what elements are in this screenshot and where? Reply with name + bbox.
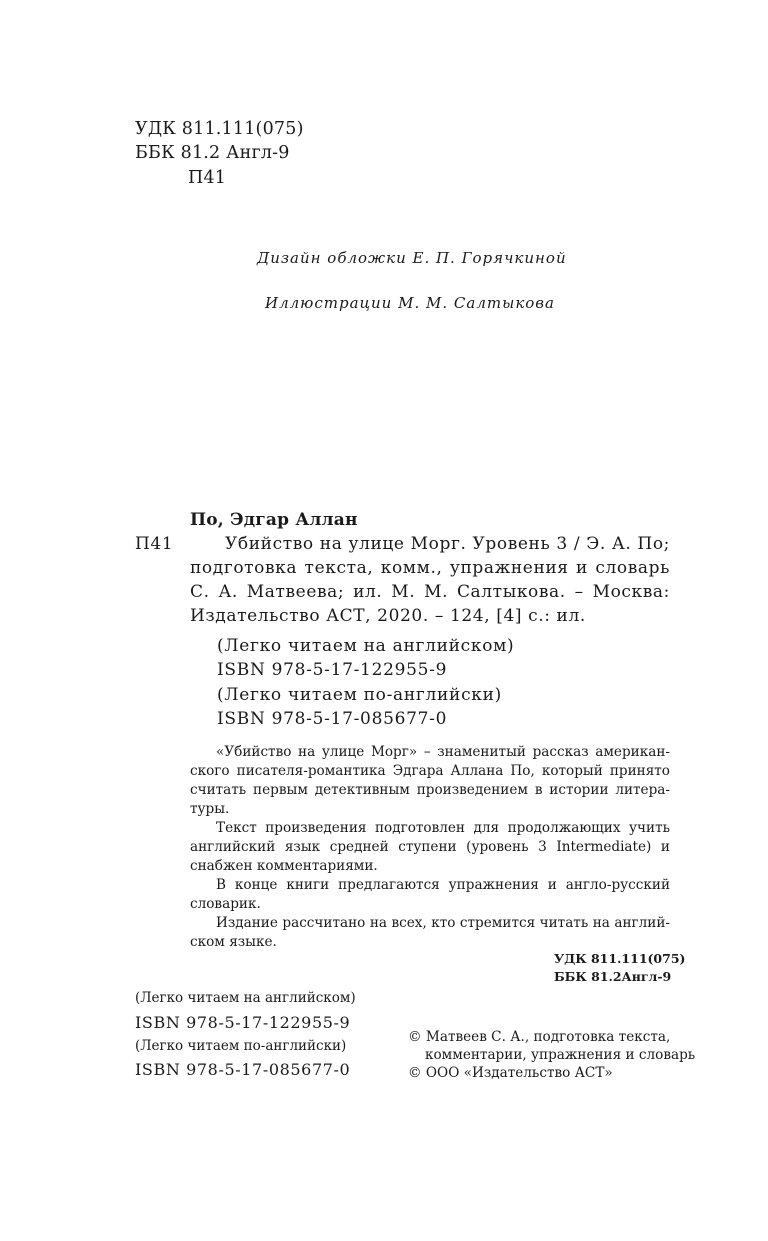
bib-description-line: Убийство на улице Морг. Уровень 3 / Э. А. По; xyxy=(225,534,670,554)
series-name: (Легко читаем по-английски) xyxy=(135,1038,347,1054)
annotation-line: ского писателя-романтика Эдгара Аллана По, который принято xyxy=(190,763,670,779)
udk-code: УДК 811.111(075) xyxy=(554,951,686,966)
series-name: (Легко читаем по-английски) xyxy=(217,685,502,705)
annotation-line: ском языке. xyxy=(190,934,277,950)
bbk-code: ББК 81.2Англ-9 xyxy=(554,969,672,984)
annotation-line: английский язык средней ступени (уровень 3 Intermediate) и xyxy=(190,839,670,855)
isbn: ISBN 978-5-17-085677-0 xyxy=(135,1060,351,1079)
bib-description-line: подготовка текста, комм., упражнения и словарь xyxy=(190,558,670,578)
illustrations-credit: Иллюстрации М. М. Салтыкова xyxy=(265,294,555,312)
bib-description-line: Издательство АСТ, 2020. – 124, [4] с.: ил. xyxy=(190,606,586,626)
bib-description-line: С. А. Матвеева; ил. М. М. Салтыкова. – Москва: xyxy=(190,582,670,602)
annotation-line: Текст произведения подготовлен для продолжающих учить xyxy=(216,820,670,836)
annotation-line: снабжен комментариями. xyxy=(190,858,378,874)
annotation-line: «Убийство на улице Морг» – знаменитый рассказ американ- xyxy=(216,744,670,760)
copyright-publisher: © ООО «Издательство АСТ» xyxy=(408,1065,613,1081)
author-heading: По, Эдгар Аллан xyxy=(190,510,358,530)
author-mark: П41 xyxy=(135,534,174,554)
isbn: ISBN 978-5-17-085677-0 xyxy=(217,709,448,729)
annotation-line: считать первым детективным произведением в истории литера- xyxy=(190,782,670,798)
series-name: (Легко читаем на английском) xyxy=(135,990,356,1006)
cover-design-credit: Дизайн обложки Е. П. Горячкиной xyxy=(257,249,567,267)
udk-code: УДК 811.111(075) xyxy=(135,119,304,139)
annotation-line: Издание рассчитано на всех, кто стремится читать на англий- xyxy=(216,915,670,931)
copyright-author-cont: комментарии, упражнения и словарь xyxy=(425,1047,696,1063)
bbk-code: ББК 81.2 Англ-9 xyxy=(135,143,290,163)
annotation-line: словарик. xyxy=(190,896,261,912)
series-name: (Легко читаем на английском) xyxy=(217,636,515,656)
author-mark: П41 xyxy=(188,168,227,188)
isbn: ISBN 978-5-17-122955-9 xyxy=(135,1013,351,1032)
isbn: ISBN 978-5-17-122955-9 xyxy=(217,660,448,680)
annotation-line: В конце книги предлагаются упражнения и англо-русский xyxy=(216,877,670,893)
annotation-line: туры. xyxy=(190,801,230,817)
copyright-author: © Матвеев С. А., подготовка текста, xyxy=(408,1029,671,1045)
